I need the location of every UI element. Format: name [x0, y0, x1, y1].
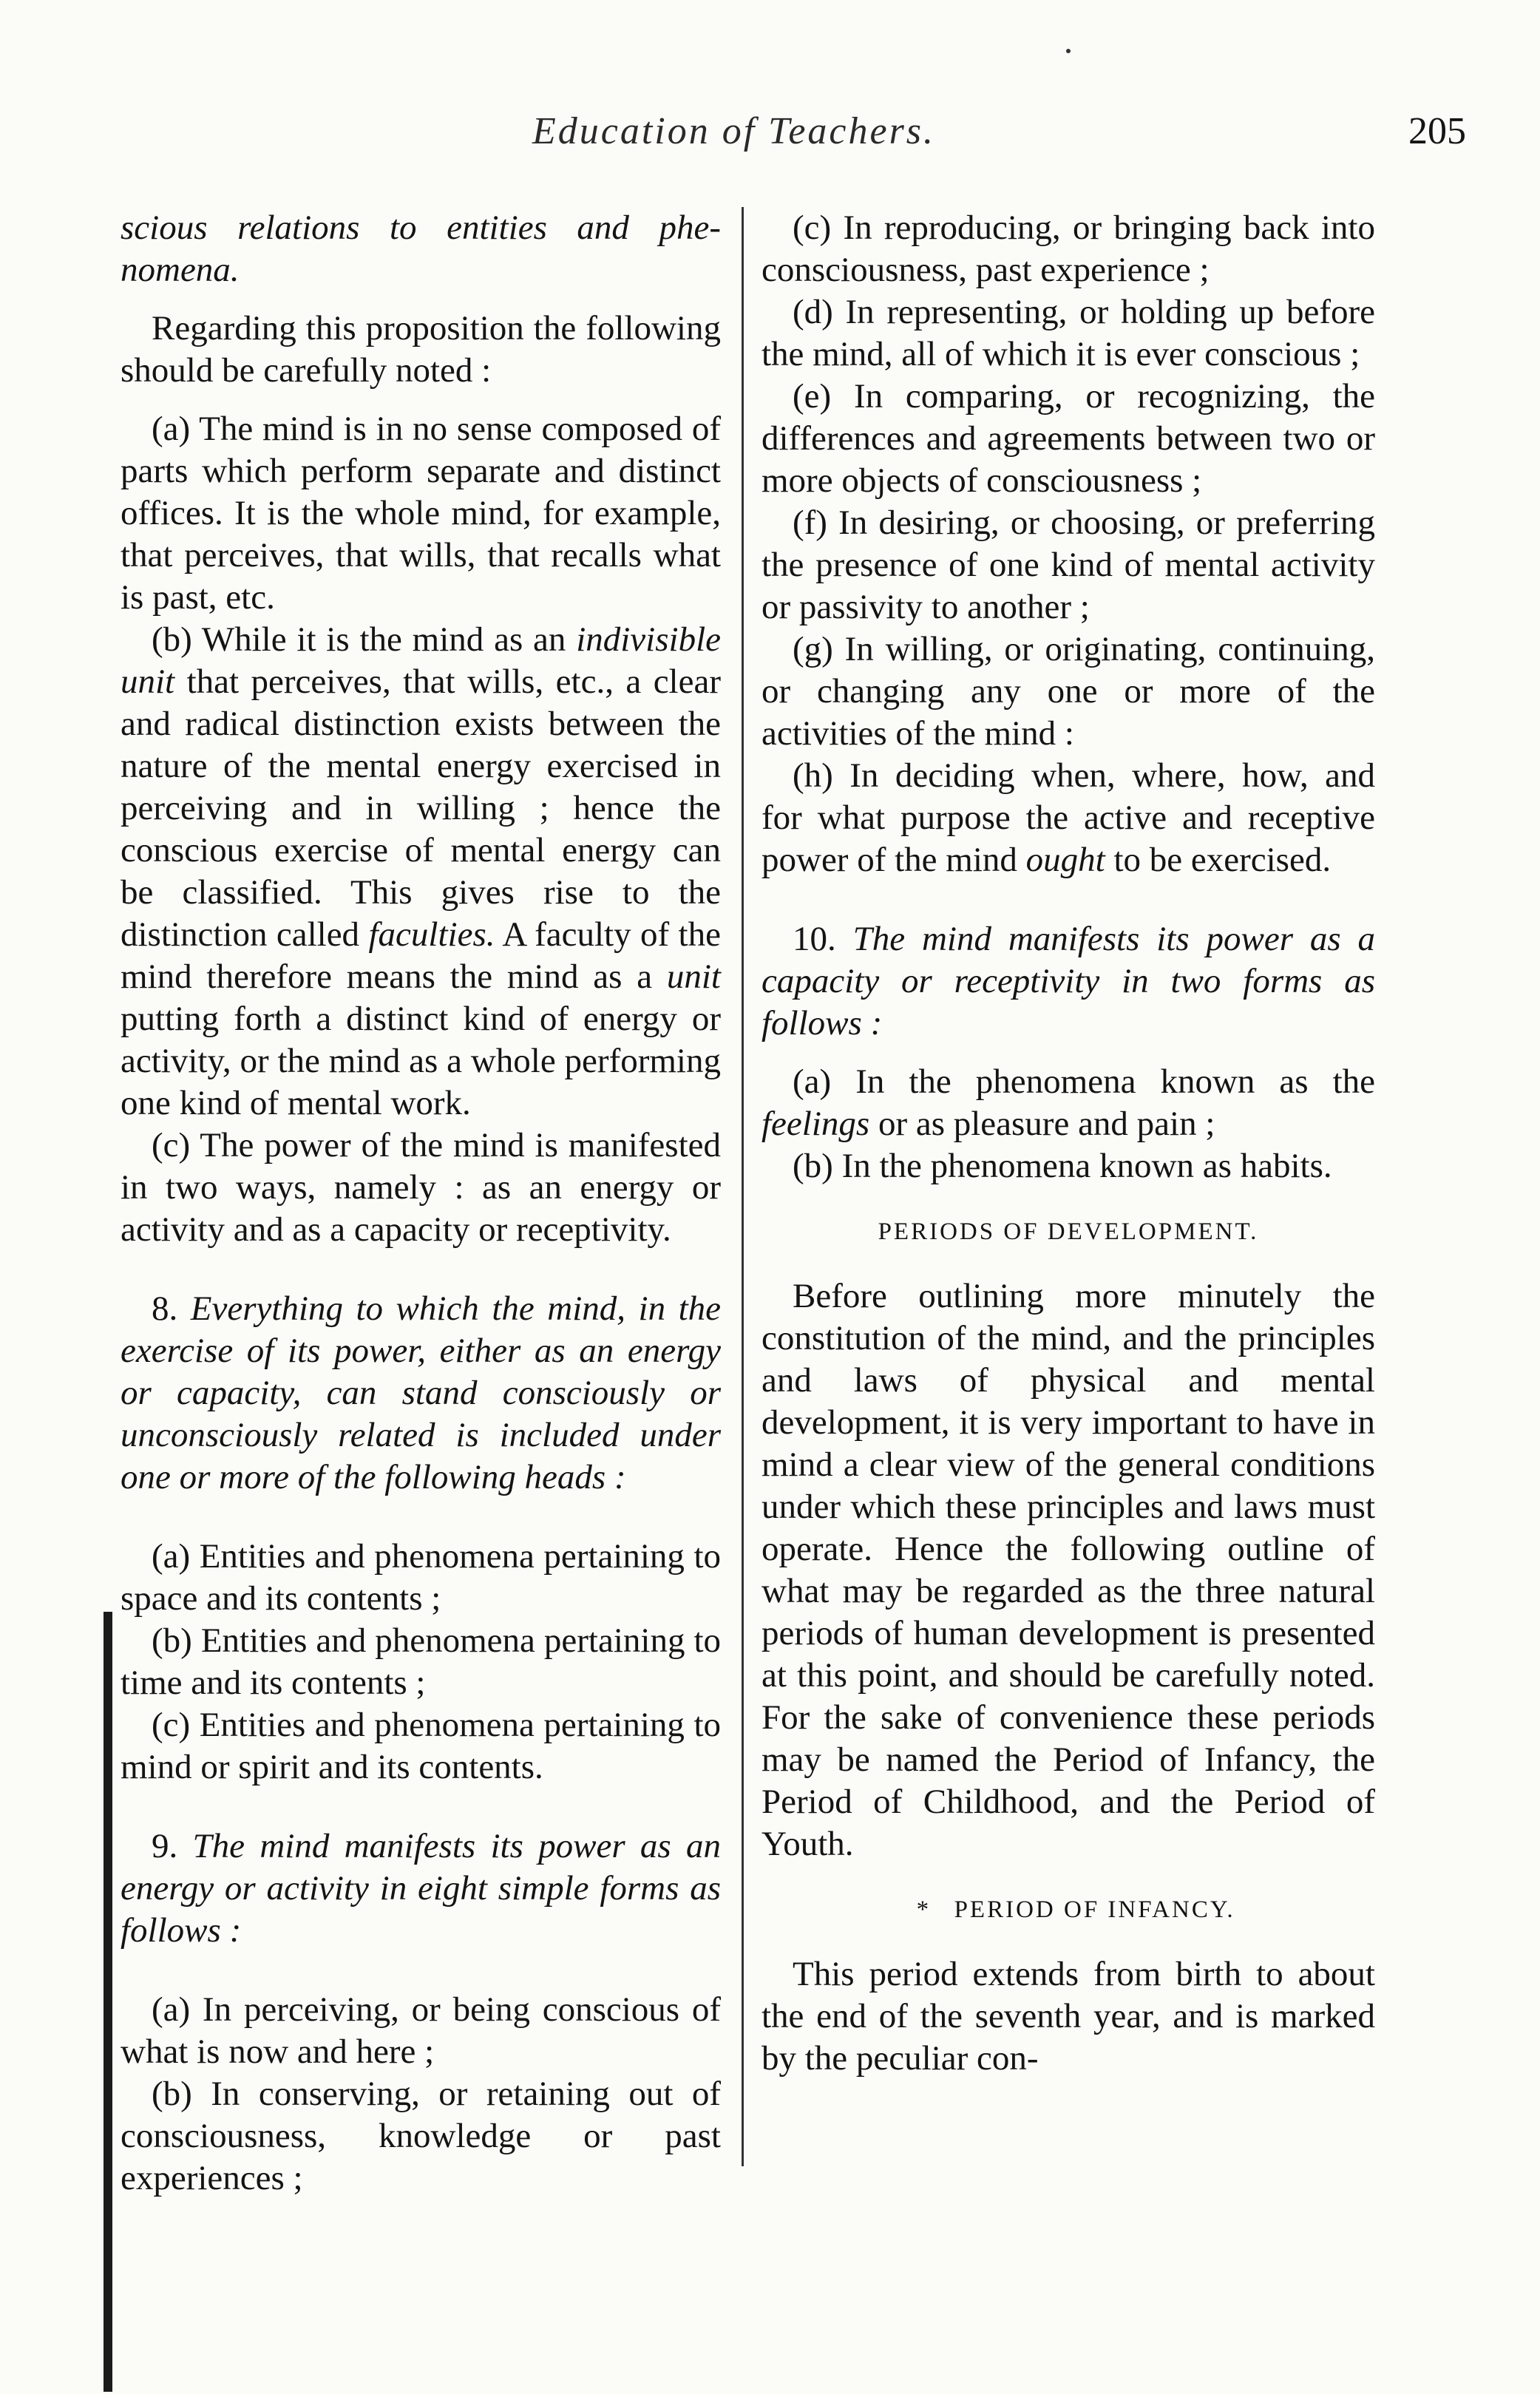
item-emphasis: faculties.	[368, 915, 495, 954]
heading-text: PERIOD OF INFANCY.	[954, 1896, 1235, 1923]
binding-edge-shadow	[104, 1612, 112, 2392]
item-label: (h)	[793, 756, 833, 795]
item-c	[121, 1125, 721, 1251]
item-text: In comparing, or recognizing, the differences and agreements between two or more objects of consciousness ;	[761, 377, 1376, 500]
item-label: (f)	[793, 503, 827, 542]
item-text: While it is the mind as an	[201, 620, 566, 659]
item-label: (d)	[793, 293, 833, 331]
item-label: (c)	[152, 1706, 191, 1744]
item-emphasis: indivisible unit	[121, 620, 721, 701]
section-9-item-c	[761, 207, 1375, 291]
section-heading-text: The mind manifests its power as a capacity or receptivity in two forms as follows :	[761, 920, 1375, 1042]
section-8-item-b	[121, 1620, 721, 1704]
section-number: 10.	[793, 920, 836, 958]
item-emphasis: ought	[1025, 841, 1105, 879]
item-label: (c)	[152, 1126, 191, 1164]
item-text: Entities and phenomena pertaining to space and its contents ;	[121, 1537, 722, 1618]
item-text: Entities and phenomena pertaining to time and its contents ;	[121, 1621, 722, 1702]
section-8-heading	[121, 1288, 721, 1499]
section-number: 8.	[152, 1289, 178, 1328]
item-label: (a)	[793, 1062, 832, 1101]
item-text: In perceiving, or being conscious of what is now and here ;	[121, 1990, 721, 2071]
section-9-item-b	[121, 2073, 721, 2200]
item-label: (b)	[793, 1147, 833, 1185]
item-text: In deciding when, where, how, and for what purpose the active and receptive power of the mind	[761, 756, 1376, 879]
section-heading-text: The mind manifests its power as an energy or activity in eight simple forms as follows :	[121, 1827, 722, 1950]
section-9-item-a	[121, 1989, 721, 2073]
item-text: In willing, or originating, continuing, or changing any one or more of the activities of the mind :	[761, 630, 1376, 753]
running-title: Education of Teachers.	[532, 110, 936, 152]
item-text: Entities and phenomena pertaining to mind or spirit and its contents.	[121, 1706, 722, 1786]
page-header	[0, 109, 1540, 169]
section-9-item-f	[761, 502, 1375, 628]
item-text: putting forth a distinct kind of energy or activity, or the mind as a whole performing one kind of mental work.	[121, 1000, 721, 1122]
paragraph-regarding: Regarding this proposition the following should be carefully noted :	[121, 309, 721, 390]
section-number: 9.	[152, 1827, 178, 1865]
section-9-item-e	[761, 376, 1375, 502]
item-label: (g)	[793, 630, 833, 668]
item-text: that perceives, that wills, etc., a clear and radical distinction exists between the nature of the mental energy exercised in perceiving and in willing ; hence the conscious exercise of mental energy can be classified. This gives rise to the distinction called	[121, 662, 721, 954]
item-label: (a)	[152, 410, 191, 448]
item-text: The power of the mind is manifested in two ways, namely : as an energy or activity and as a capacity or receptivity.	[121, 1126, 721, 1249]
heading-periods-of-development: PERIODS OF DEVELOPMENT.	[878, 1218, 1259, 1245]
section-9-item-d	[761, 291, 1375, 376]
section-10-item-a	[761, 1061, 1375, 1145]
item-label: (a)	[152, 1990, 191, 2029]
item-text: In reproducing, or bringing back into consciousness, past experience ;	[761, 208, 1375, 289]
page-number: 205	[1408, 110, 1466, 152]
column-rule	[742, 207, 744, 2166]
section-8-item-c	[121, 1704, 721, 1788]
paragraph-continuation: scious relations to entities and phe- nomena.	[121, 208, 721, 289]
paragraph-infancy: This period extends from birth to about the end of the seventh year, and is marked by the peculiar con-	[761, 1955, 1375, 2078]
section-9-heading	[121, 1825, 721, 1952]
item-label: (b)	[152, 620, 192, 659]
item-text: In the phenomena known as habits.	[841, 1147, 1332, 1185]
section-10-item-b	[761, 1145, 1375, 1187]
printer-dot	[1066, 49, 1071, 53]
section-9-item-g	[761, 628, 1375, 755]
item-label: (a)	[152, 1537, 191, 1576]
item-b	[121, 619, 721, 1125]
item-label: (b)	[152, 1621, 192, 1660]
section-10-heading	[761, 918, 1375, 1045]
right-column	[761, 207, 1375, 2080]
item-label: (e)	[793, 377, 832, 416]
section-9-item-h	[761, 755, 1375, 881]
item-text: The mind is in no sense composed of parts which perform separate and distinct offices. It is the whole mind, for example, that perceives, that wills, that recalls what is past, etc.	[121, 410, 722, 617]
section-8-item-a	[121, 1536, 721, 1620]
item-label: (c)	[793, 208, 832, 247]
item-text: In the phenomena known as the	[855, 1062, 1375, 1101]
item-emphasis: unit	[666, 957, 721, 996]
margin-mark: *	[916, 1896, 932, 1923]
item-text: or as pleasure and pain ;	[878, 1105, 1215, 1143]
section-heading-text: Everything to which the mind, in the exercise of its power, either as an energy or capacity, can stand consciously or unconsciously related is included under one or more of the following heads :	[121, 1289, 722, 1496]
paragraph-periods: Before outlining more minutely the constitution of the mind, and the principles and laws of physical and mental development, it is very important to have in mind a clear view of the general conditions under which these principles and laws must operate. Hence the following outline of what may be regarded as the three natural periods of human development is presented at this point, and should be carefully noted. For the sake of convenience these periods may be named the Period of Infancy, the Period of Childhood, and the Period of Youth.	[761, 1277, 1375, 1863]
item-text: In conserving, or retaining out of consciousness, knowledge or past experiences ;	[121, 2075, 722, 2197]
item-text: In desiring, or choosing, or preferring the presence of one kind of mental activity or passivity to another ;	[761, 503, 1376, 626]
heading-period-of-infancy	[761, 1889, 1375, 1931]
item-text: In representing, or holding up before the mind, all of which it is ever conscious ;	[761, 293, 1375, 373]
left-column	[121, 207, 721, 2200]
item-emphasis: feelings	[761, 1105, 870, 1143]
item-a	[121, 408, 721, 619]
item-text: A faculty of the mind therefore means the mind as a	[121, 915, 721, 996]
item-text: to be exercised.	[1113, 841, 1332, 879]
item-label: (b)	[152, 2075, 192, 2113]
